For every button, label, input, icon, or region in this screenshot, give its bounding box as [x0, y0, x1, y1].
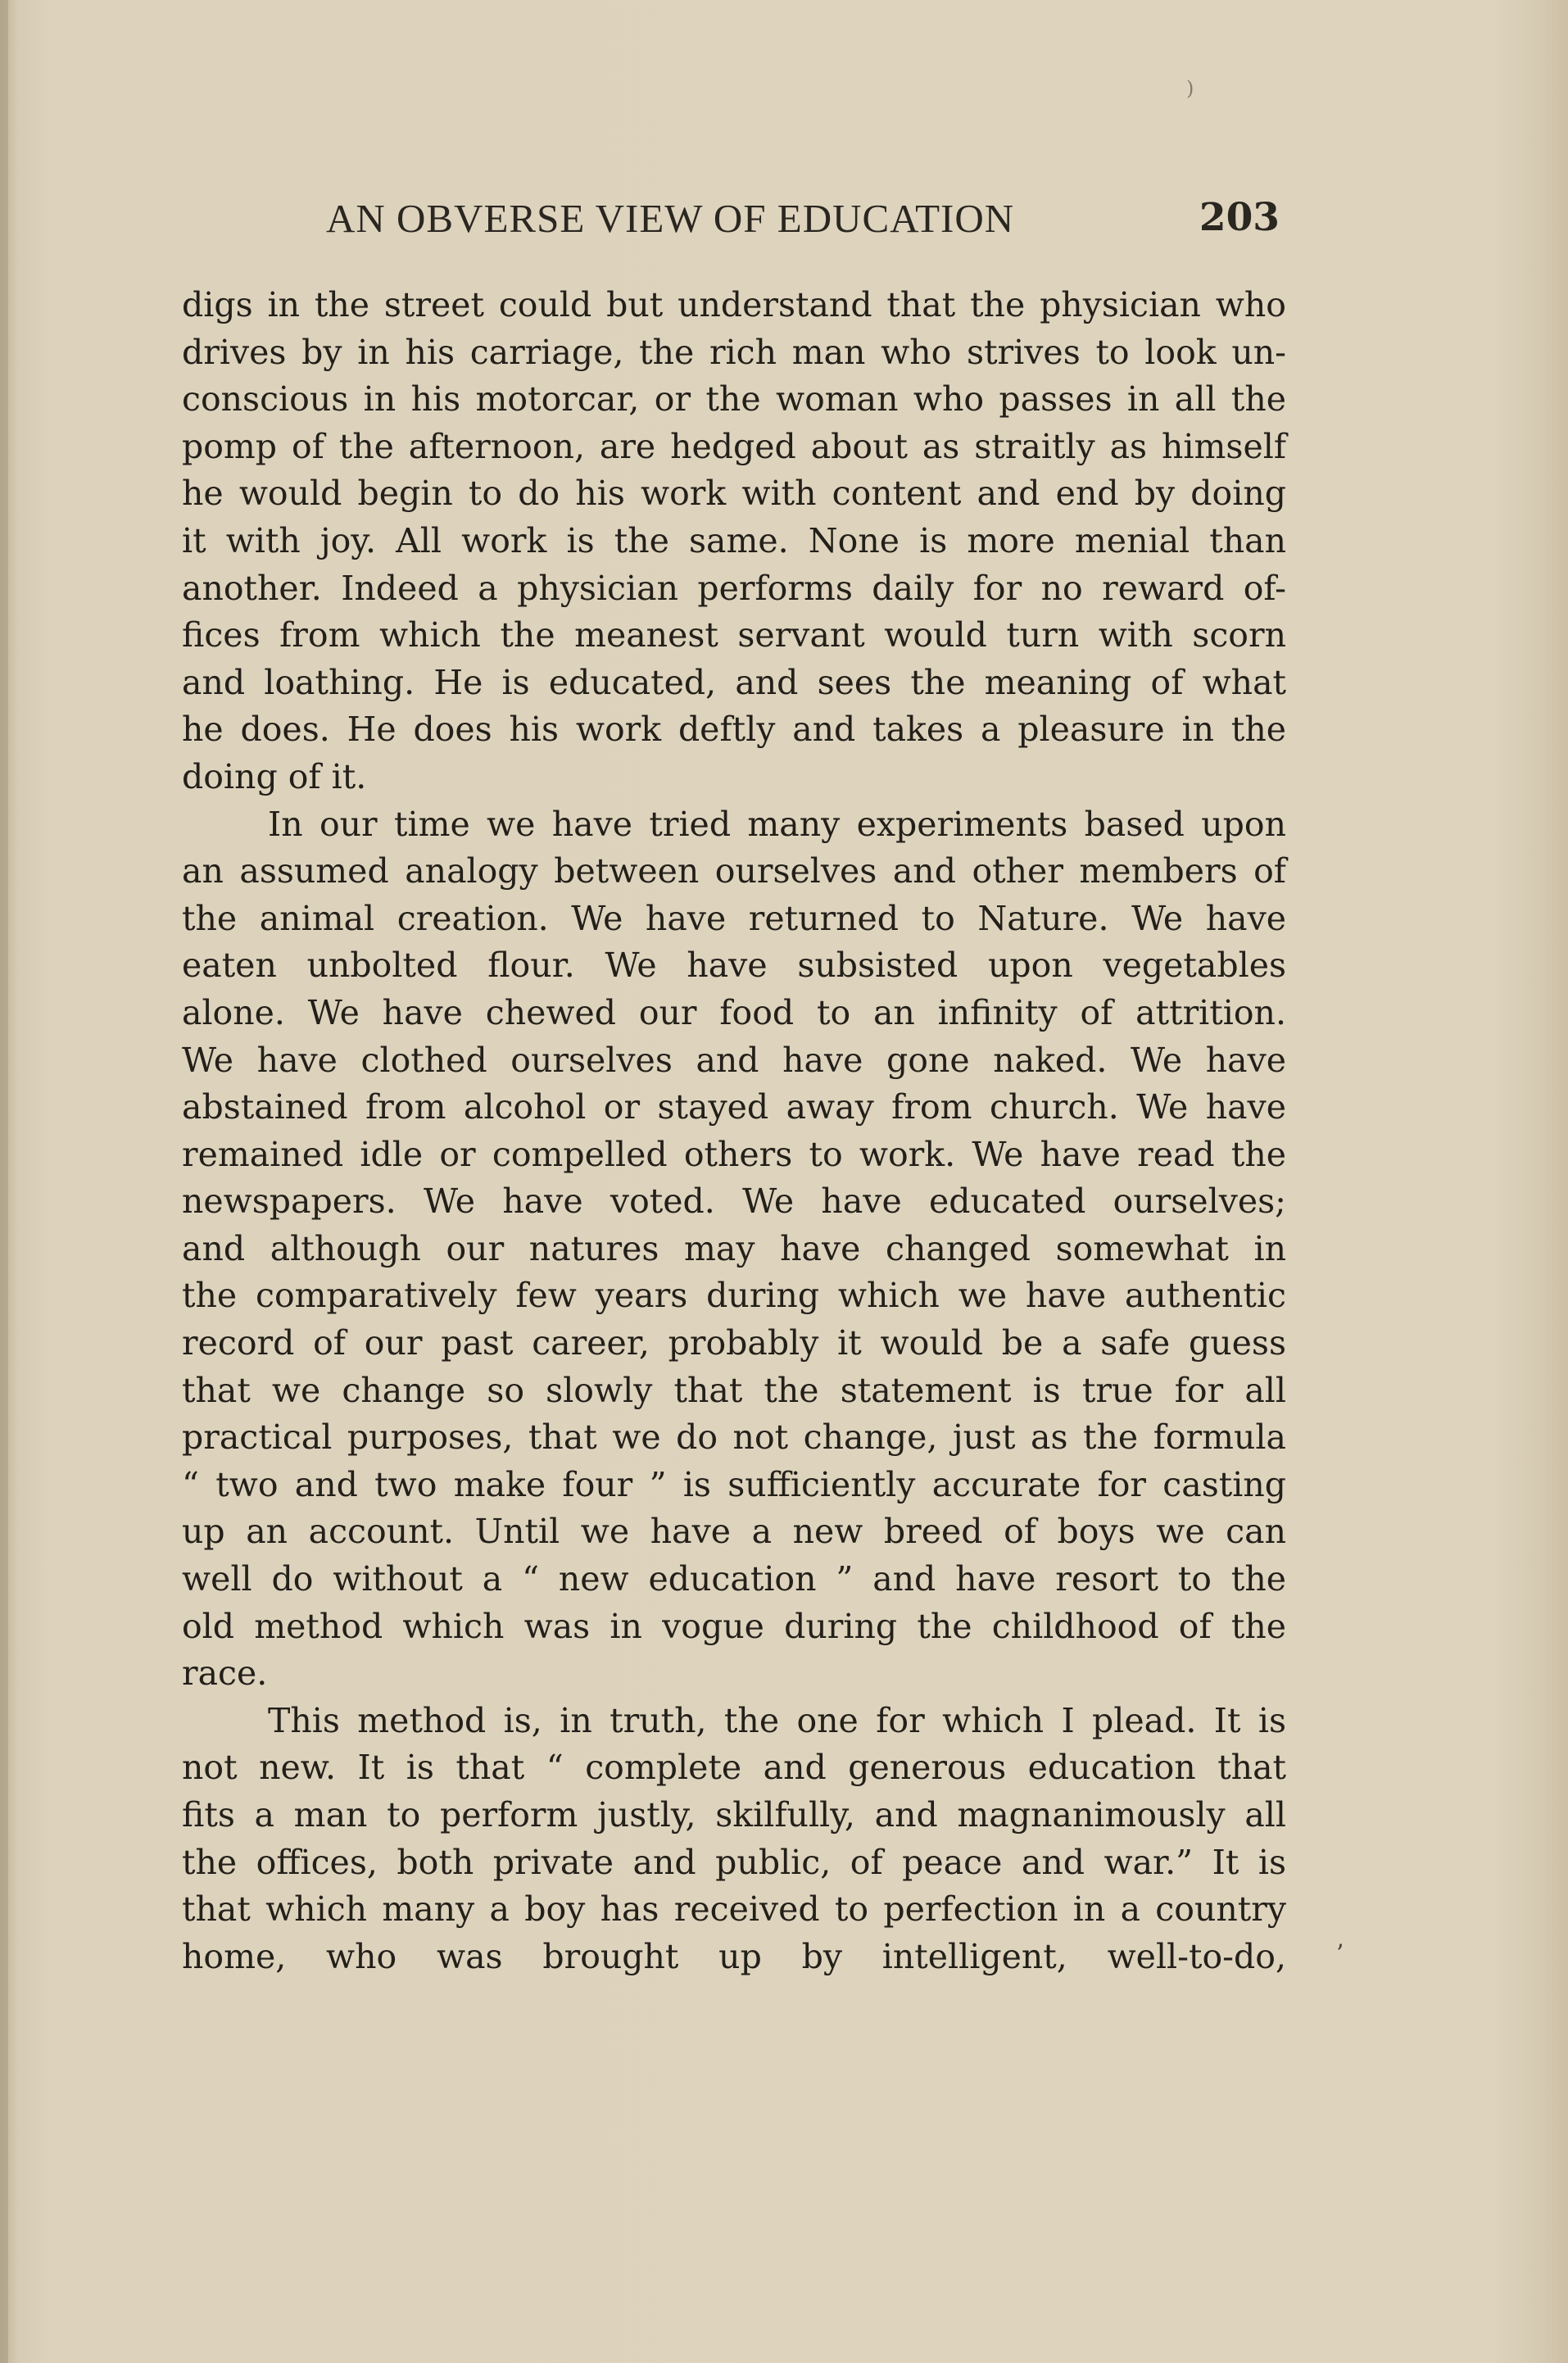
text-line: home, who was brought up by intelligent, well-to-do, [182, 1936, 1286, 1976]
text-line: well do without a “ new education ” and have resort to the [182, 1559, 1286, 1599]
margin-tick-mark: ) [1186, 77, 1194, 100]
text-line: the comparatively few years during which we have authentic [182, 1276, 1286, 1316]
body-text [182, 282, 1286, 1980]
text-line: newspapers. We have voted. We have educated ourselves; [182, 1182, 1286, 1222]
text-line: and loathing. He is educated, and sees the meaning of what [182, 662, 1286, 702]
text-line: conscious in his motorcar, or the woman who passes in all the [182, 379, 1286, 420]
text-line: practical purposes, that we do not change, just as the formula [182, 1417, 1286, 1458]
running-head: AN OBVERSE VIEW OF EDUCATION [326, 196, 1015, 241]
margin-tick-mark: ʼ [1335, 1940, 1344, 1969]
text-line: “ two and two make four ” is sufficiently accurate for casting [182, 1464, 1286, 1504]
text-line: and although our natures may have changed somewhat in [182, 1228, 1286, 1268]
text-line: alone. We have chewed our food to an infinity of attrition. [182, 992, 1286, 1032]
text-line: the offices, both private and public, of peace and war.” It is [182, 1842, 1286, 1882]
text-line: abstained from alcohol or stayed away from church. We have [182, 1087, 1286, 1127]
page-header [319, 195, 1286, 252]
paragraph-end-line: race. [182, 1653, 268, 1694]
paragraph-end-line: doing of it. [182, 756, 367, 796]
text-line: old method which was in vogue during the childhood of the [182, 1606, 1286, 1646]
text-line: not new. It is that “ complete and generous education that [182, 1748, 1286, 1788]
text-line: the animal creation. We have returned to Nature. We have [182, 898, 1286, 938]
text-line: eaten unbolted flour. We have subsisted upon vegetables [182, 946, 1286, 986]
text-line: pomp of the afternoon, are hedged about as straitly as himself [182, 426, 1286, 466]
text-line: We have clothed ourselves and have gone naked. We have [182, 1040, 1286, 1080]
text-line: record of our past career, probably it would be a safe guess [182, 1323, 1286, 1363]
text-line: it with joy. All work is the same. None is more menial than [182, 520, 1286, 560]
paragraph-first-line: In our time we have tried many experiments based upon [268, 804, 1286, 844]
text-line: digs in the street could but understand that the physician who [182, 285, 1286, 324]
text-line: he would begin to do his work with content and end by doing [182, 474, 1286, 514]
text-line: remained idle or compelled others to work. We have read the [182, 1134, 1286, 1174]
text-line: drives by in his carriage, the rich man who strives to look un- [182, 332, 1286, 372]
text-line: an assumed analogy between ourselves and other members of [182, 851, 1286, 891]
text-line: fits a man to perform justly, skilfully, and magnanimously all [182, 1795, 1286, 1835]
text-line: he does. He does his work deftly and takes a pleasure in the [182, 710, 1286, 750]
page-number: 203 [1199, 195, 1280, 240]
text-line: that which many a boy has received to perfection in a country [182, 1889, 1286, 1930]
text-line: up an account. Until we have a new breed of boys we can [182, 1512, 1286, 1552]
text-line: that we change so slowly that the statement is true for all [182, 1370, 1286, 1410]
text-line: another. Indeed a physician performs daily for no reward of- [182, 568, 1286, 608]
paragraph-first-line: This method is, in truth, the one for which I plead. It is [268, 1700, 1286, 1740]
text-line: fices from which the meanest servant would turn with scorn [182, 615, 1286, 655]
